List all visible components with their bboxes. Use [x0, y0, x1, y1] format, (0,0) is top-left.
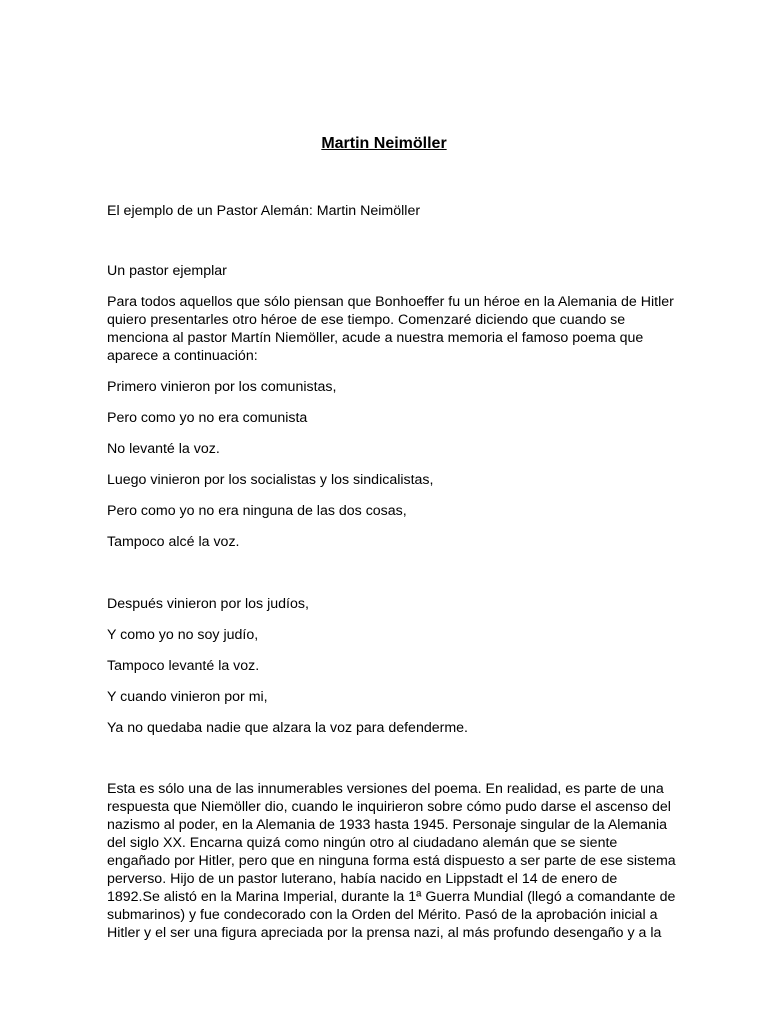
- document-title: Martin Neimöller: [321, 135, 447, 152]
- intro-line: aparece a continuación:: [107, 348, 258, 364]
- closing-line: nazismo al poder, en la Alemania de 1933 hasta 1945. Personaje singular de la Alemania: [107, 817, 667, 833]
- closing-line: Hitler y el ser una figura apreciada por la prensa nazi, al más profundo desengaño y a la: [107, 925, 662, 941]
- intro-paragraph: [107, 293, 674, 365]
- intro-line: menciona al pastor Martín Niemöller, acude a nuestra memoria el famoso poema que: [107, 330, 644, 346]
- closing-line: engañado por Hitler, pero que en ninguna forma está dispuesto a ser parte de ese sistema: [107, 853, 676, 869]
- poem-line: Pero como yo no era ninguna de las dos cosas,: [107, 503, 407, 519]
- poem-line: Luego vinieron por los socialistas y los sindicalistas,: [107, 472, 434, 488]
- closing-line: 1892.Se alistó en la Marina Imperial, durante la 1ª Guerra Mundial (llegó a comandante de: [107, 889, 676, 905]
- intro-line: quiero presentarles otro héroe de ese tiempo. Comenzaré diciendo que cuando se: [107, 312, 626, 328]
- poem-line: Después vinieron por los judíos,: [107, 596, 309, 612]
- poem-line: Primero vinieron por los comunistas,: [107, 379, 337, 395]
- section-heading: Un pastor ejemplar: [107, 263, 227, 279]
- closing-paragraph: [107, 780, 676, 942]
- closing-line: Esta es sólo una de las innumerables versiones del poema. En realidad, es parte de una: [107, 781, 664, 797]
- poem-line: Pero como yo no era comunista: [107, 410, 308, 426]
- closing-line: submarinos) y fue condecorado con la Orden del Mérito. Pasó de la aprobación inicial a: [107, 907, 658, 923]
- document-subtitle: El ejemplo de un Pastor Alemán: Martin Neimöller: [107, 203, 421, 219]
- poem-line: Tampoco levanté la voz.: [107, 658, 260, 674]
- poem-line: Y cuando vinieron por mi,: [107, 689, 268, 705]
- closing-line: del siglo XX. Encarna quizá como ningún otro al ciudadano alemán que se siente: [107, 835, 618, 851]
- poem-line: Ya no quedaba nadie que alzara la voz para defenderme.: [107, 720, 468, 736]
- closing-line: perverso. Hijo de un pastor luterano, había nacido en Lippstadt el 14 de enero de: [107, 871, 618, 887]
- poem-line: Y como yo no soy judío,: [107, 627, 259, 643]
- poem-line: Tampoco alcé la voz.: [107, 534, 240, 550]
- closing-line: respuesta que Niemöller dio, cuando le inquirieron sobre cómo pudo darse el ascenso del: [107, 799, 671, 815]
- intro-line: Para todos aquellos que sólo piensan que Bonhoeffer fu un héroe en la Alemania de Hitler: [107, 294, 674, 310]
- poem-line: No levanté la voz.: [107, 441, 220, 457]
